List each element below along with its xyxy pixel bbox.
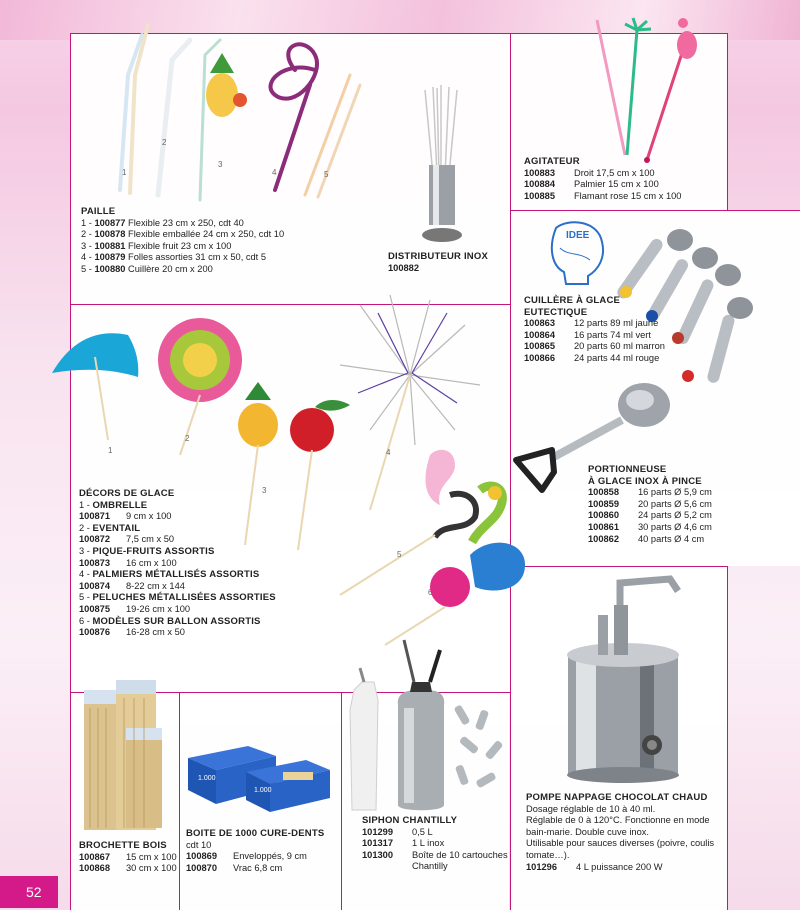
portionneuse-item: 100860 24 parts Ø 5,2 cm — [588, 510, 712, 521]
paille-image-number: 1 — [122, 168, 127, 177]
siphon-item: 101317 1 L inox — [362, 838, 445, 849]
toothpick-boxes-image — [188, 742, 333, 812]
straws-illustration — [100, 15, 360, 205]
portionneuse-item: 100858 16 parts Ø 5,9 cm — [588, 487, 712, 498]
cure-dents-title: BOITE DE 1000 CURE-DENTS — [186, 828, 325, 839]
decors-item-ref: 100876 16-28 cm x 50 — [79, 627, 185, 638]
siphon-item-cont: Chantilly — [412, 861, 448, 872]
paille-title: PAILLE — [81, 206, 116, 217]
cure-dents-text — [186, 828, 324, 874]
divider — [510, 33, 511, 910]
cuillere-title: CUILLÈRE À GLACE — [524, 295, 621, 306]
decors-item-ref: 100871 9 cm x 100 — [79, 511, 172, 522]
siphon-item: 101300 Boîte de 10 cartouches — [362, 849, 508, 860]
paille-image-number: 4 — [272, 168, 277, 177]
decors-title: DÉCORS DE GLACE — [79, 488, 175, 499]
decors-item-name: 4 - PALMIERS MÉTALLISÉS ASSORTIS — [79, 569, 260, 581]
portionneuse-title-2: À GLACE INOX À PINCE — [588, 475, 702, 487]
cure-dents-cdt: cdt 10 — [186, 839, 212, 850]
decors-image-number: 5 — [397, 550, 402, 559]
agitateur-item: 100884 Palmier 15 cm x 100 — [524, 179, 659, 190]
chocolate-pump-image — [560, 575, 700, 785]
decors-item-ref: 100875 19-26 cm x 100 — [79, 603, 191, 614]
pompe-text — [526, 792, 714, 873]
decors-item-ref: 100873 16 cm x 100 — [79, 557, 177, 568]
portionneuse-item: 100859 20 parts Ø 5,6 cm — [588, 498, 712, 509]
paille-item: 2 - 100878 Flexible emballée 24 cm x 250, cdt 10 — [81, 229, 285, 240]
cuillere-item: 100866 24 parts 44 ml rouge — [524, 352, 660, 363]
portionneuse-item: 100862 40 parts Ø 4 cm — [588, 533, 705, 544]
idee-badge-text: IDEE — [566, 230, 590, 241]
paille-image-number: 2 — [162, 138, 167, 147]
brochette-title: BROCHETTE BOIS — [79, 840, 167, 851]
stirrers-image — [585, 5, 705, 170]
siphon-title: SIPHON CHANTILLY — [362, 815, 458, 826]
brochette-text — [79, 840, 177, 875]
decors-image-number: 3 — [262, 486, 267, 495]
distributeur-title: DISTRIBUTEUR INOX — [388, 251, 488, 262]
divider — [179, 692, 180, 910]
agitateur-item: 100885 Flamant rose 15 cm x 100 — [524, 190, 682, 201]
distributeur-code: 100882 — [388, 262, 420, 273]
pompe-description: Dosage réglable de 10 à 40 ml. — [526, 803, 656, 814]
siphon-text — [362, 815, 508, 873]
divider — [510, 566, 728, 567]
idee-badge — [548, 218, 608, 286]
cuillere-item: 100865 20 parts 60 ml marron — [524, 341, 665, 352]
decors-item-name: 3 - PIQUE-FRUITS ASSORTIS — [79, 545, 215, 557]
pompe-description: Réglable de 0 à 120°C. Fonctionne en mode — [526, 815, 710, 826]
siphon-image — [340, 620, 510, 815]
paille-image-number: 3 — [218, 160, 223, 169]
pompe-description: bain-marie. Double cuve inox. — [526, 826, 649, 837]
pompe-description: Utilisable pour sauces diverses (poivre, coulis — [526, 838, 715, 849]
brochette-item: 100868 30 cm x 100 — [79, 863, 177, 874]
portionneuse-title: PORTIONNEUSE — [588, 464, 667, 475]
decors-image-number: 1 — [108, 446, 113, 455]
agitateur-text — [524, 156, 681, 202]
pompe-item: 101296 4 L puissance 200 W — [526, 861, 663, 872]
siphon-item: 101299 0,5 L — [362, 826, 433, 837]
paille-image-number: 5 — [324, 170, 329, 179]
skewers-image — [78, 668, 178, 833]
decors-text — [79, 488, 276, 639]
cuillere-item: 100863 12 parts 89 ml jaune — [524, 318, 659, 329]
straw-dispenser-image — [415, 85, 475, 245]
agitateur-title: AGITATEUR — [524, 156, 580, 167]
cure-dents-item: 100869 Enveloppés, 9 cm — [186, 851, 307, 862]
paille-item: 1 - 100877 Flexible 23 cm x 250, cdt 40 — [81, 217, 244, 228]
decors-item-name: 1 - OMBRELLE — [79, 499, 148, 511]
box-label: 1.000 — [254, 787, 272, 794]
decors-item-name: 6 - MODÈLES SUR BALLON ASSORTIS — [79, 615, 261, 627]
decors-item-name: 5 - PELUCHES MÉTALLISÉES ASSORTIES — [79, 592, 276, 604]
decors-image-number: 6 — [428, 588, 433, 597]
divider — [727, 566, 728, 910]
cuillere-title-2: EUTECTIQUE — [524, 306, 588, 318]
paille-item: 4 - 100879 Folles assorties 31 cm x 50, cdt 5 — [81, 252, 267, 263]
agitateur-item: 100883 Droit 17,5 cm x 100 — [524, 167, 655, 178]
brochette-item: 100867 15 cm x 100 — [79, 851, 177, 862]
cuillere-text — [524, 295, 665, 365]
divider — [510, 210, 800, 211]
box-label: 1.000 — [198, 775, 216, 782]
pompe-title: POMPE NAPPAGE CHOCOLAT CHAUD — [526, 792, 708, 803]
decors-image-number: 4 — [386, 448, 391, 457]
portionneuse-text — [588, 464, 712, 545]
page-number: 52 — [0, 876, 58, 908]
divider — [727, 33, 728, 211]
decors-item-name: 2 - EVENTAIL — [79, 522, 141, 534]
decors-item-ref: 100872 7,5 cm x 50 — [79, 534, 175, 545]
paille-text — [81, 206, 284, 276]
paille-item: 5 - 100880 Cuillère 20 cm x 200 — [81, 263, 213, 274]
decors-item-ref: 100874 8-22 cm x 144 — [79, 580, 185, 591]
portionneuse-item: 100861 30 parts Ø 4,6 cm — [588, 521, 712, 532]
pompe-description: tomate…). — [526, 849, 570, 860]
cuillere-item: 100864 16 parts 74 ml vert — [524, 329, 651, 340]
cure-dents-item: 100870 Vrac 6,8 cm — [186, 862, 283, 873]
distributeur-text — [388, 251, 488, 274]
decors-image-number: 2 — [185, 434, 190, 443]
paille-item: 3 - 100881 Flexible fruit 23 cm x 100 — [81, 240, 232, 251]
